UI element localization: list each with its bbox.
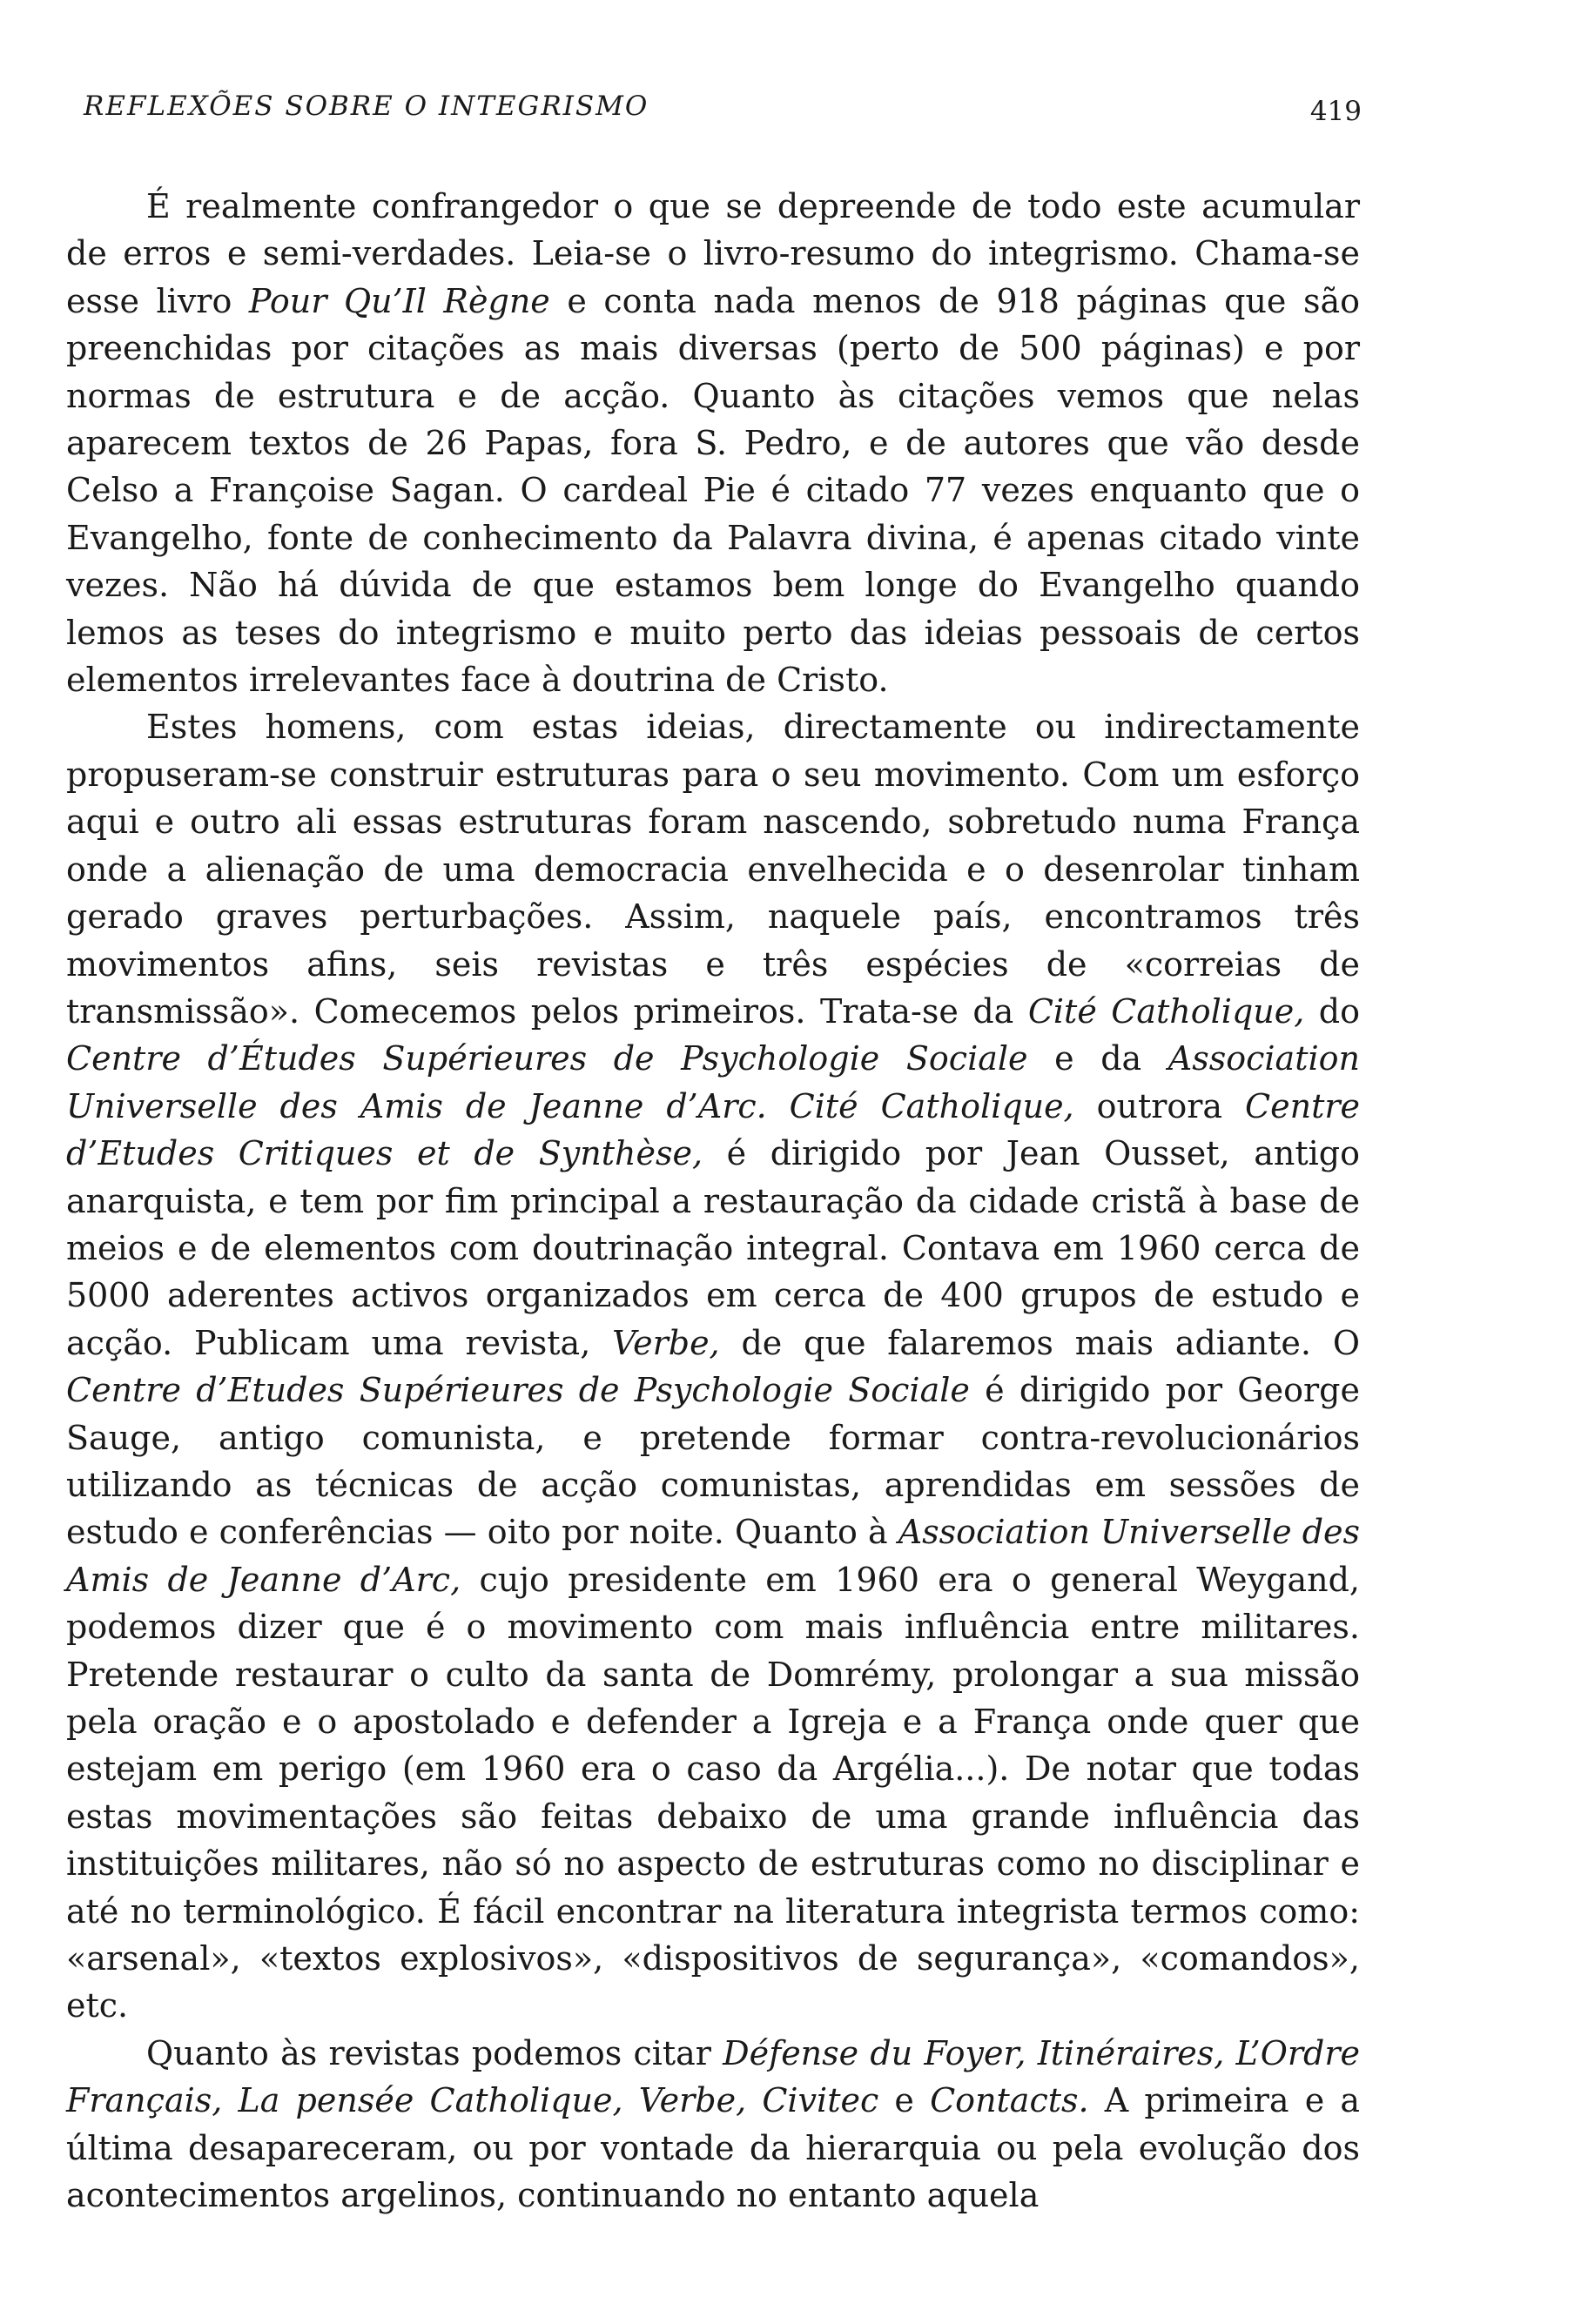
italic-title-run: Pour Qu’Il Règne [248, 281, 550, 320]
text-run: outrora [1073, 1086, 1246, 1125]
text-run: A primeira e a última desapareceram, ou por vontade da hierarquia ou pela evolução dos acontecimentos argelinos, continuando no entanto aquela [66, 2081, 1361, 2215]
text-run: e conta nada menos de 918 páginas que são preenchidas por citações as mais diversas (perto de 500 páginas) e por normas de estrutura e de acção. Quanto às citações vemos que nelas aparecem textos de 26 Papas, fora S. Pedro, e de autores que vão desde Celso a Françoise Sagan. O cardeal Pie é citado 77 vezes enquanto que o Evangelho, fonte de conhecimento da Palavra divina, é apenas citado vinte vezes. Não há dúvida de que estamos bem longe do Evangelho quando lemos as teses do integrismo e muito perto das ideias pessoais de certos elementos irrelevantes face à doutrina de Cristo. [66, 281, 1360, 700]
paragraph-1 [66, 183, 1360, 703]
text-run: Quanto às revistas podemos citar [146, 2033, 723, 2072]
text-run: é dirigido por George Sauge, antigo comunista, e pretende formar contra-revolucionários utilizando as técnicas de acção comunistas, aprendidas em sessões de estudo e conferências — oito por noite. Quanto à [66, 1371, 1360, 1552]
italic-title-run: Association Universelle des Amis de Jeanne d’Arc, [66, 1513, 1361, 1599]
running-title: REFLEXÕES SOBRE O INTEGRISMO [84, 91, 649, 122]
text-run: do [1304, 991, 1361, 1031]
paragraph-2 [66, 703, 1360, 2029]
running-header [66, 91, 1360, 125]
body-text [66, 183, 1360, 2219]
italic-title-run: Défense du Foyer, Itinéraires, L’Ordre Français, La pensée Catholique, Verbe, Civitec [66, 2033, 1360, 2120]
text-run: é dirigido por Jean Ousset, antigo anarquista, e tem por fim principal a restauração da cidade cristã à base de meios e de elementos com doutrinação integral. Contava em 1960 cerca de 5000 aderentes activos organizados em cerca de 400 grupos de estudo e acção. Publicam uma revista, [66, 1134, 1360, 1362]
paragraph-3 [66, 2030, 1360, 2220]
italic-title-run: Verbe, [612, 1323, 720, 1362]
text-run: de que falaremos mais adiante. O [719, 1323, 1360, 1362]
page-number: 419 [1309, 96, 1362, 127]
text-run: Estes homens, com estas ideias, directamente ou indirectamente propuseram-se construir estruturas para o seu movimento. Com um esforço aqui e outro ali essas estruturas foram nascendo, sobretudo numa França onde a alienação de uma democracia envelhecida e o desenrolar tinham gerado graves perturbações. Assim, naquele país, encontramos três movimentos afins, seis revistas e três espécies de «correias de transmissão». Comecemos pelos primeiros. Trata-se da [66, 708, 1360, 1031]
italic-title-run: Centre d’Études Supérieures de Psychologie Sociale [66, 1039, 1028, 1078]
italic-title-run: Association Universelle des Amis de Jeanne d’Arc. Cité Catholique, [66, 1039, 1360, 1125]
text-run: É realmente confrangedor o que se depreende de todo este acumular de erros e semi-verdades. Leia-se o livro-resumo do integrismo. Chama-se esse livro [66, 187, 1360, 320]
italic-title-run: Centre d’Etudes Supérieures de Psychologie Sociale [66, 1371, 970, 1410]
text-run: e [878, 2081, 931, 2120]
text-run: e da [1027, 1039, 1168, 1078]
italic-title-run: Cité Catholique, [1027, 991, 1305, 1031]
italic-title-run: Contacts. [930, 2081, 1089, 2120]
text-run: cujo presidente em 1960 era o general Weygand, podemos dizer que é o movimento com mais influência entre militares. Pretende restaurar o culto da santa de Domrémy, prolongar a sua missão pela oração e o apostolado e defender a Igreja e a França onde quer que estejam em perigo (em 1960 era o caso da Argélia...). De notar que todas estas movimentações são feitas debaixo de uma grande influência das instituições militares, não só no aspecto de estruturas como no disciplinar e até no terminológico. É fácil encontrar na literatura integrista termos como: «arsenal», «textos explosivos», «dispositivos de segurança», «comandos», etc. [66, 1560, 1360, 2025]
italic-title-run: Centre d’Etudes Critiques et de Synthèse, [66, 1086, 1360, 1173]
